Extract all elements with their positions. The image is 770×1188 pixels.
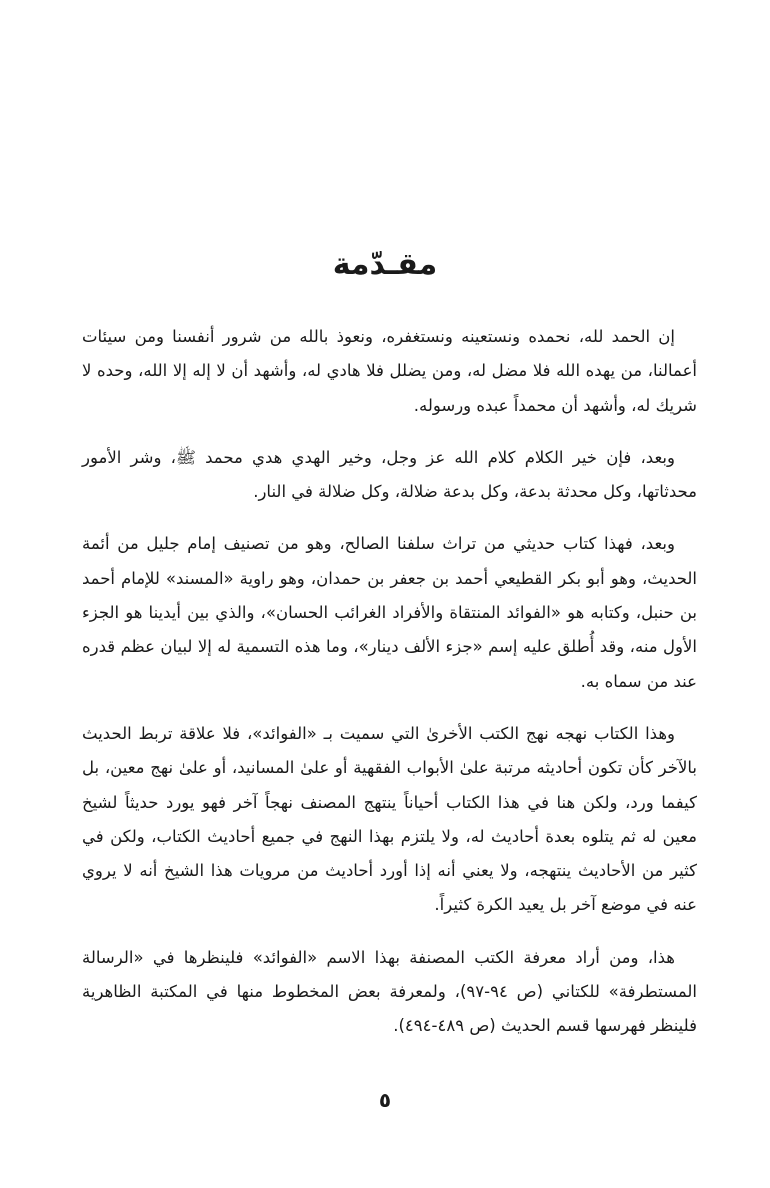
- paragraph-5: هذا، ومن أراد معرفة الكتب المصنفة بهذا الاسم «الفوائد» فلينظرها في «الرسالة المستطرفة» للكتاني (ص ٩٤-٩٧)، ولمعرفة بعض المخطوط منها في المكتبة الظاهرية فلينظر فهرسها قسم الحديث (ص ٤٨٩-٤٩٤).: [82, 947, 698, 1036]
- paragraph-1: إن الحمد لله، نحمده ونستعينه ونستغفره، ونعوذ بالله من شرور أنفسنا ومن سيئات أعمالنا، من يهده الله فلا مضل له، ومن يضلل فلا هادي له، وأشهد أن لا إله إلا الله، وحده لا شريك له، وأشهد أن محمداً عبده ورسوله.: [82, 327, 697, 415]
- page-title: مقـدّمة: [332, 247, 438, 282]
- paragraph-3: وبعد، فهذا كتاب حديثي من تراث سلفنا الصالح، وهو من تصنيف إمام جليل من أئمة الحديث، وهو أبو بكر القطيعي أحمد بن جعفر بن حمدان، وهو راوية «المسند» للإمام أحمد بن حنبل، وكتابه هو «الفوائد المنتقاة والأفراد الغرائب الحسان»، والذي بين أيدينا هو الجزء الأول منه، وقد أُطلق عليه إسم «جزء الألف دينار»، وما هذه التسمية له إلا لبيان عظم قدره عند من سماه به.: [82, 534, 697, 691]
- paragraph-4: وهذا الكتاب نهجه نهج الكتب الأخرىٰ التي سميت بـ «الفوائد»، فلا علاقة تربط الحديث بالآخر كأن تكون أحاديثه مرتبة علىٰ الأبواب الفقهية أو علىٰ المسانيد، أو علىٰ نهج معين، بل كيفما ورد، ولكن هنا في هذا الكتاب أحياناً ينتهج المصنف نهجاً آخر فهو يورد حديثاً لشيخ معين له ثم يتلوه بعدة أحاديث له، ولا يلتزم بهذا النهج في جميع أحاديث الكتاب، ولكن في كثير من الأحاديث ينتهجه، ولا يعني أنه إذا أورد أحاديث من مرويات هذا الشيخ أنه لا يروي عنه في موضع آخر بل يعيد الكرة كثيراً.: [82, 723, 697, 915]
- body-text: [82, 320, 697, 1044]
- paragraph-2: وبعد، فإن خير الكلام كلام الله عز وجل، وخير الهدي هدي محمد ﷺ، وشر الأمور محدثاتها، وكل محدثة بدعة، وكل بدعة ضلالة، وكل ضلالة في النار.: [82, 447, 697, 502]
- page-number: ٥: [378, 1088, 392, 1112]
